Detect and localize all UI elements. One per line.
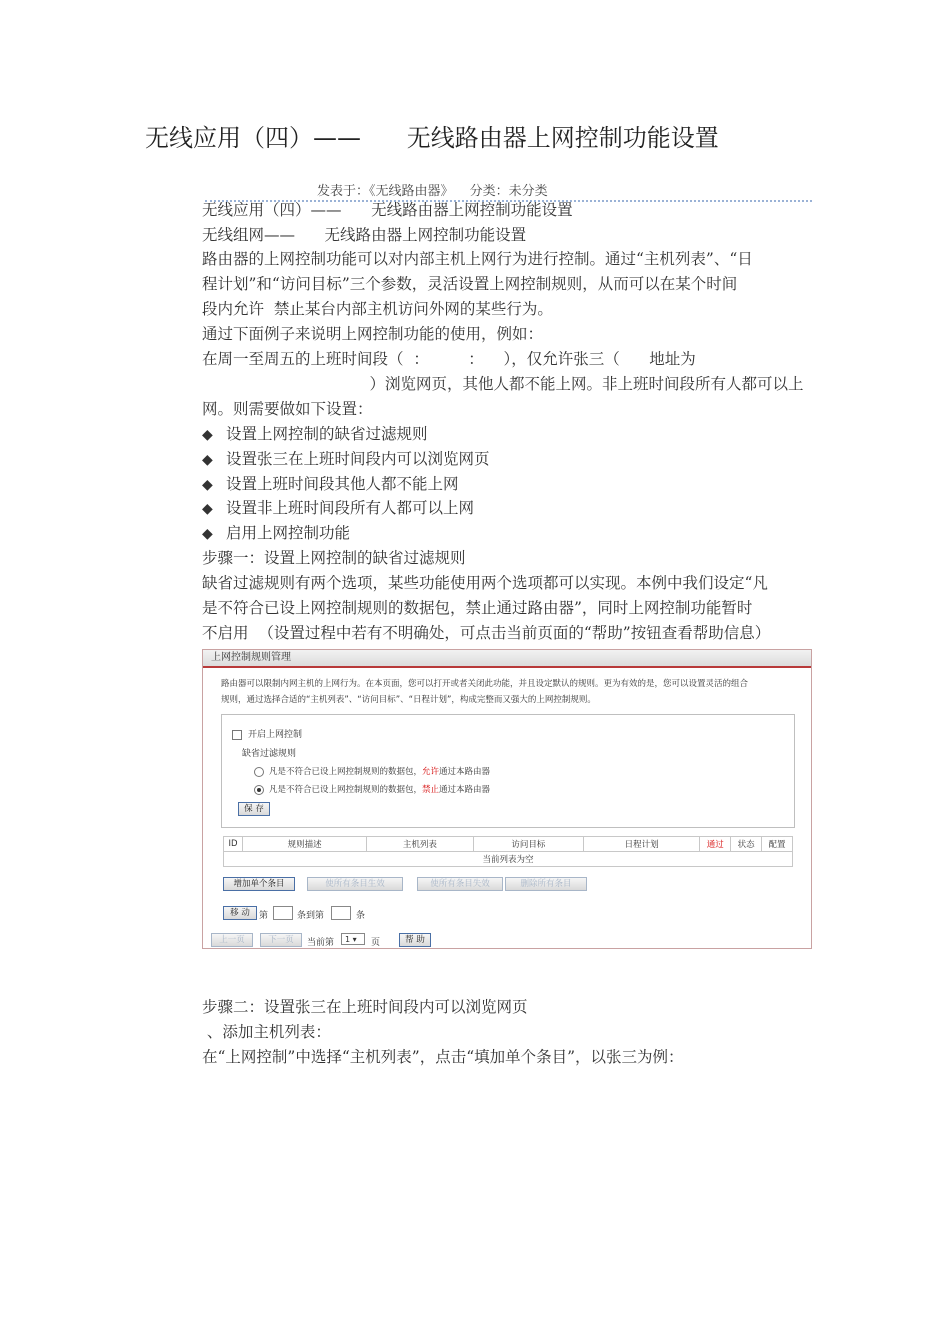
body-line: 缺省过滤规则有两个选项，某些功能使用两个选项都可以实现。本例中我们设定“凡 bbox=[202, 574, 768, 592]
checkbox-label: 开启上网控制 bbox=[248, 730, 303, 740]
body-line: 、添加主机列表： bbox=[202, 1023, 331, 1041]
next-page-button[interactable]: 下一页 bbox=[260, 933, 302, 947]
page-select[interactable] bbox=[341, 933, 365, 945]
diamond-bullet-icon: ◆ bbox=[202, 452, 213, 468]
bullet-item bbox=[202, 498, 474, 519]
body-line: 是不符合已设上网控制规则的数据包，禁止通过路由器”，同时上网控制功能暂时 bbox=[202, 599, 753, 617]
diamond-bullet-icon: ◆ bbox=[202, 477, 213, 493]
col-pass: 通过 bbox=[700, 837, 731, 852]
move-from-input[interactable] bbox=[273, 906, 293, 920]
col-status: 状态 bbox=[731, 837, 762, 852]
body-line: 路由器的上网控制功能可以对内部主机上网行为进行控制。通过“主机列表”、“日 bbox=[202, 250, 753, 268]
document-title: 无线应用（四）—— 无线路由器上网控制功能设置 bbox=[145, 124, 719, 152]
enable-control-checkbox[interactable] bbox=[232, 727, 302, 740]
access-control-panel bbox=[202, 649, 812, 949]
body-line: 程计划”和“访问目标”三个参数，灵活设置上网控制规则，从而可以在某个时间 bbox=[202, 275, 738, 293]
col-rule-desc: 规则描述 bbox=[242, 837, 366, 852]
post-category: 分类：未分类 bbox=[469, 184, 548, 199]
move-to-input[interactable] bbox=[331, 906, 351, 920]
enable-all-button[interactable]: 使所有条目生效 bbox=[307, 877, 403, 891]
page-label: 页 bbox=[371, 938, 381, 948]
bullet-item bbox=[202, 424, 428, 445]
rules-table bbox=[223, 836, 793, 867]
radio-text: 通过本路由器 bbox=[439, 767, 491, 777]
dropdown-arrow-icon: ▾ bbox=[352, 935, 357, 944]
radio-icon[interactable] bbox=[254, 767, 264, 777]
disable-all-button[interactable]: 使所有条目失效 bbox=[417, 877, 503, 891]
radio-text: 通过本路由器 bbox=[439, 785, 491, 795]
move-label-di: 第 bbox=[259, 911, 269, 921]
move-label-to: 条到第 bbox=[297, 911, 325, 921]
radio-text: 凡是不符合已设上网控制规则的数据包， bbox=[269, 785, 423, 795]
body-line: 不启用 （设置过程中若有不明确处，可点击当前页面的“帮助”按钮查看帮助信息） bbox=[202, 624, 771, 642]
step1-heading: 步骤一：设置上网控制的缺省过滤规则 bbox=[202, 549, 466, 567]
table-row bbox=[224, 852, 793, 867]
prev-page-button[interactable]: 上一页 bbox=[211, 933, 253, 947]
body-line: 网。则需要做如下设置： bbox=[202, 400, 373, 418]
checkbox-icon[interactable] bbox=[232, 730, 242, 740]
table-header-row bbox=[224, 837, 793, 852]
bullet-text: 启用上网控制功能 bbox=[226, 524, 351, 542]
save-button[interactable]: 保 存 bbox=[238, 802, 270, 816]
col-config: 配置 bbox=[762, 837, 793, 852]
panel-desc-line: 路由器可以限制内网主机的上网行为。在本页面，您可以打开或者关闭此功能，并且设定默认的规则。更为有效的是，您可以设置灵活的组合 bbox=[221, 679, 749, 689]
col-access-target: 访问目标 bbox=[473, 837, 583, 852]
page-select-value: 1 bbox=[345, 935, 351, 944]
radio-keyword: 允许 bbox=[422, 767, 440, 777]
post-source: 发表于：《无线路由器》 bbox=[317, 184, 454, 199]
step2-heading: 步骤二：设置张三在上班时间段内可以浏览网页 bbox=[202, 998, 528, 1016]
move-button[interactable]: 移 动 bbox=[223, 906, 257, 920]
bullet-text: 设置上班时间段其他人都不能上网 bbox=[226, 475, 459, 493]
move-label-tiao: 条 bbox=[356, 911, 366, 921]
body-line: 段内允许 禁止某台内部主机访问外网的某些行为。 bbox=[202, 300, 553, 318]
radio-keyword: 禁止 bbox=[422, 785, 440, 795]
radio-text: 凡是不符合已设上网控制规则的数据包， bbox=[269, 767, 423, 777]
col-schedule: 日程计划 bbox=[584, 837, 700, 852]
delete-all-button[interactable]: 删除所有条目 bbox=[505, 877, 587, 891]
body-line: 无线组网—— 无线路由器上网控制功能设置 bbox=[202, 226, 527, 244]
body-line: 无线应用（四）—— 无线路由器上网控制功能设置 bbox=[202, 201, 573, 219]
panel-desc-line: 规则，通过选择合适的“主机列表”、“访问目标”、“日程计划”，构成完整而又强大的上网控制规则。 bbox=[221, 695, 596, 705]
default-rule-label: 缺省过滤规则 bbox=[242, 749, 297, 759]
post-meta bbox=[205, 180, 812, 202]
diamond-bullet-icon: ◆ bbox=[202, 427, 213, 443]
empty-list-message: 当前列表为空 bbox=[224, 852, 793, 867]
add-entry-button[interactable]: 增加单个条目 bbox=[223, 877, 295, 891]
bullet-item bbox=[202, 523, 350, 544]
panel-header: 上网控制规则管理 bbox=[203, 650, 811, 668]
radio-selected-icon[interactable] bbox=[254, 785, 264, 795]
bullet-text: 设置非上班时间段所有人都可以上网 bbox=[226, 499, 475, 517]
current-page-label: 当前第 bbox=[307, 938, 335, 948]
body-line: ）浏览网页，其他人都不能上网。非上班时间段所有人都可以上 bbox=[202, 375, 804, 393]
diamond-bullet-icon: ◆ bbox=[202, 526, 213, 542]
settings-box bbox=[221, 714, 795, 828]
body-line: 通过下面例子来说明上网控制功能的使用，例如： bbox=[202, 325, 544, 343]
col-host-list: 主机列表 bbox=[367, 837, 473, 852]
bullet-text: 设置上网控制的缺省过滤规则 bbox=[226, 425, 428, 443]
help-button[interactable]: 帮 助 bbox=[399, 933, 431, 947]
radio-allow[interactable] bbox=[254, 765, 490, 777]
body-line: 在“上网控制”中选择“主机列表”，点击“填加单个条目”，以张三为例： bbox=[202, 1048, 684, 1066]
bullet-item bbox=[202, 449, 490, 470]
diamond-bullet-icon: ◆ bbox=[202, 501, 213, 517]
body-line: 在周一至周五的上班时间段（ ： ： ），仅允许张三（ 地址为 bbox=[202, 350, 696, 368]
radio-deny[interactable] bbox=[254, 783, 490, 795]
bullet-text: 设置张三在上班时间段内可以浏览网页 bbox=[226, 450, 490, 468]
panel-description bbox=[221, 676, 796, 708]
bullet-item bbox=[202, 474, 459, 495]
col-id: ID bbox=[224, 837, 243, 852]
